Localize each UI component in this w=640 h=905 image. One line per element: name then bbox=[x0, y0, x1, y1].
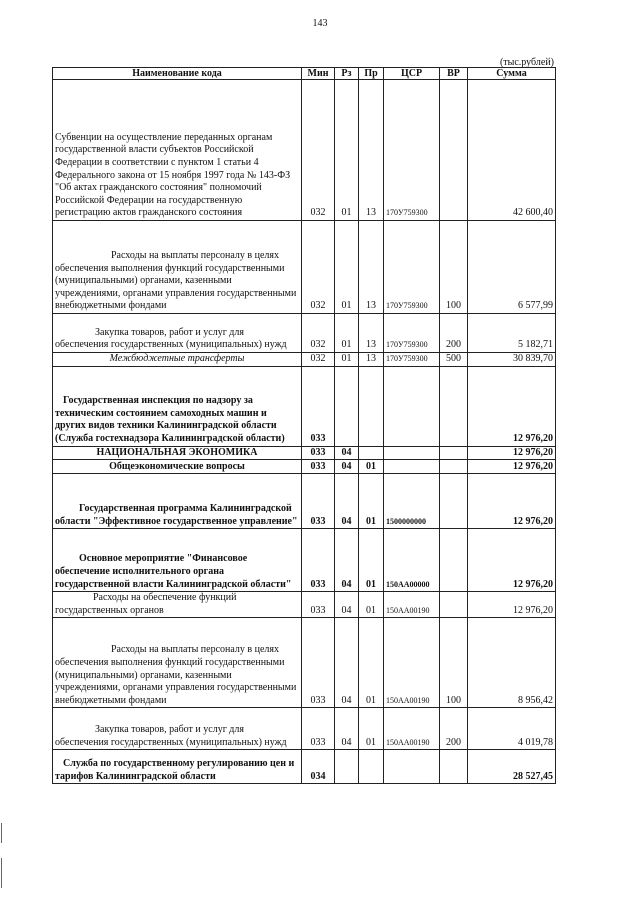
row-rz: 01 bbox=[335, 353, 359, 367]
units-label: (тыс.рублей) bbox=[499, 57, 554, 68]
budget-table bbox=[52, 67, 556, 784]
row-vr: 500 bbox=[440, 353, 468, 367]
row-sum: 12 976,20 bbox=[468, 446, 556, 460]
row-vr: 100 bbox=[440, 221, 468, 314]
row-rz: 01 bbox=[335, 314, 359, 353]
row-csr: 170У759300 bbox=[384, 80, 440, 221]
row-min: 033 bbox=[302, 708, 335, 750]
row-name: Межбюджетные трансферты bbox=[53, 353, 302, 367]
row-pr: 01 bbox=[359, 474, 384, 529]
header-pr: Пр bbox=[359, 68, 384, 80]
row-rz bbox=[335, 750, 359, 784]
row-min: 033 bbox=[302, 474, 335, 529]
row-csr: 170У759300 bbox=[384, 353, 440, 367]
row-sum: 6 577,99 bbox=[468, 221, 556, 314]
row-vr bbox=[440, 460, 468, 474]
row-csr: 170У759300 bbox=[384, 221, 440, 314]
row-vr bbox=[440, 474, 468, 529]
row-rz: 01 bbox=[335, 80, 359, 221]
row-csr bbox=[384, 366, 440, 446]
row-name: НАЦИОНАЛЬНАЯ ЭКОНОМИКА bbox=[53, 446, 302, 460]
row-sum: 5 182,71 bbox=[468, 314, 556, 353]
table-row bbox=[53, 353, 556, 367]
header-min: Мин bbox=[302, 68, 335, 80]
row-pr: 13 bbox=[359, 80, 384, 221]
scan-edge-mark bbox=[1, 858, 2, 888]
row-pr bbox=[359, 446, 384, 460]
row-vr: 100 bbox=[440, 618, 468, 708]
row-sum: 12 976,20 bbox=[468, 529, 556, 592]
row-pr: 13 bbox=[359, 221, 384, 314]
row-rz: 04 bbox=[335, 474, 359, 529]
row-sum: 12 976,20 bbox=[468, 592, 556, 618]
row-rz: 04 bbox=[335, 529, 359, 592]
row-min: 032 bbox=[302, 80, 335, 221]
row-pr bbox=[359, 750, 384, 784]
row-name: Расходы на выплаты персоналу в целях обеспечения выполнения функций государственными (муниципальными) органами, казенными учреждениями, органами управления государственными внебюджетными фондами bbox=[53, 618, 302, 708]
row-sum: 12 976,20 bbox=[468, 366, 556, 446]
row-rz: 04 bbox=[335, 618, 359, 708]
scan-edge-mark bbox=[1, 823, 2, 843]
row-pr: 01 bbox=[359, 529, 384, 592]
row-csr: 150АА00190 bbox=[384, 708, 440, 750]
row-rz: 04 bbox=[335, 446, 359, 460]
row-min: 032 bbox=[302, 314, 335, 353]
table-row bbox=[53, 750, 556, 784]
row-vr bbox=[440, 80, 468, 221]
row-min: 034 bbox=[302, 750, 335, 784]
row-min: 032 bbox=[302, 221, 335, 314]
table-row bbox=[53, 592, 556, 618]
row-sum: 12 976,20 bbox=[468, 460, 556, 474]
row-name: Расходы на обеспечение функций государственных органов bbox=[53, 592, 302, 618]
row-pr: 01 bbox=[359, 708, 384, 750]
table-row bbox=[53, 366, 556, 446]
row-pr: 01 bbox=[359, 460, 384, 474]
row-name: Субвенции на осуществление переданных органам государственной власти субъектов Российской Федерации в соответствии с пунктом 1 статьи 4 Федерального закона от 15 ноября 1997 года № 143-ФЗ "Об актах гражданского состояния" полномочий Российской Федерации на государственную регистрацию актов гражданского состояния bbox=[55, 131, 291, 219]
row-rz: 04 bbox=[335, 592, 359, 618]
table-row bbox=[53, 460, 556, 474]
row-vr: 200 bbox=[440, 708, 468, 750]
row-sum: 4 019,78 bbox=[468, 708, 556, 750]
row-rz: 04 bbox=[335, 460, 359, 474]
row-name: Закупка товаров, работ и услуг для обеспечения государственных (муниципальных) нужд bbox=[53, 314, 302, 353]
table-header-row bbox=[53, 68, 556, 80]
row-name: Служба по государственному регулированию цен и тарифов Калининградской области bbox=[53, 750, 302, 784]
row-sum: 42 600,40 bbox=[468, 80, 556, 221]
table-row bbox=[53, 474, 556, 529]
table-row bbox=[53, 529, 556, 592]
row-csr: 150АА00000 bbox=[384, 529, 440, 592]
row-csr: 150АА00190 bbox=[384, 592, 440, 618]
row-csr bbox=[384, 460, 440, 474]
table-row bbox=[53, 618, 556, 708]
row-name: Государственная программа Калининградской области "Эффективное государственное управление" bbox=[53, 474, 302, 529]
header-rz: Рз bbox=[335, 68, 359, 80]
header-vr: ВР bbox=[440, 68, 468, 80]
row-min: 033 bbox=[302, 366, 335, 446]
row-vr: 200 bbox=[440, 314, 468, 353]
row-vr bbox=[440, 446, 468, 460]
table-row bbox=[53, 80, 556, 221]
row-pr: 01 bbox=[359, 618, 384, 708]
row-name: Закупка товаров, работ и услуг для обеспечения государственных (муниципальных) нужд bbox=[53, 708, 302, 750]
table-row bbox=[53, 221, 556, 314]
row-vr bbox=[440, 750, 468, 784]
row-min: 033 bbox=[302, 446, 335, 460]
header-sum: Сумма bbox=[468, 68, 556, 80]
table-row bbox=[53, 708, 556, 750]
row-csr: 170У759300 bbox=[384, 314, 440, 353]
header-csr: ЦСР bbox=[384, 68, 440, 80]
row-vr bbox=[440, 366, 468, 446]
row-csr: 1500000000 bbox=[384, 474, 440, 529]
row-csr bbox=[384, 750, 440, 784]
row-rz: 01 bbox=[335, 221, 359, 314]
row-sum: 8 956,42 bbox=[468, 618, 556, 708]
row-pr: 13 bbox=[359, 353, 384, 367]
row-vr bbox=[440, 529, 468, 592]
row-min: 033 bbox=[302, 592, 335, 618]
row-csr: 150АА00190 bbox=[384, 618, 440, 708]
table-row bbox=[53, 314, 556, 353]
row-pr bbox=[359, 366, 384, 446]
header-name: Наименование кода bbox=[53, 68, 302, 80]
row-csr bbox=[384, 446, 440, 460]
row-name: Государственная инспекция по надзору за техническим состоянием самоходных машин и других видов техники Калининградской области (Служба гостехнадзора Калининградской области) bbox=[53, 366, 302, 446]
row-min: 033 bbox=[302, 460, 335, 474]
row-name: Основное мероприятие "Финансовое обеспечение исполнительного органа государственной власти Калининградской области" bbox=[53, 529, 302, 592]
row-rz bbox=[335, 366, 359, 446]
page-number: 143 bbox=[312, 18, 328, 29]
row-sum: 28 527,45 bbox=[468, 750, 556, 784]
row-vr bbox=[440, 592, 468, 618]
row-min: 033 bbox=[302, 529, 335, 592]
row-sum: 30 839,70 bbox=[468, 353, 556, 367]
row-min: 033 bbox=[302, 618, 335, 708]
row-name: Общеэкономические вопросы bbox=[53, 460, 302, 474]
row-name: Расходы на выплаты персоналу в целях обеспечения выполнения функций государственными (муниципальными) органами, казенными учреждениями, органами управления государственными внебюджетными фондами bbox=[53, 221, 302, 314]
row-rz: 04 bbox=[335, 708, 359, 750]
row-sum: 12 976,20 bbox=[468, 474, 556, 529]
row-min: 032 bbox=[302, 353, 335, 367]
row-pr: 13 bbox=[359, 314, 384, 353]
row-pr: 01 bbox=[359, 592, 384, 618]
table-row bbox=[53, 446, 556, 460]
